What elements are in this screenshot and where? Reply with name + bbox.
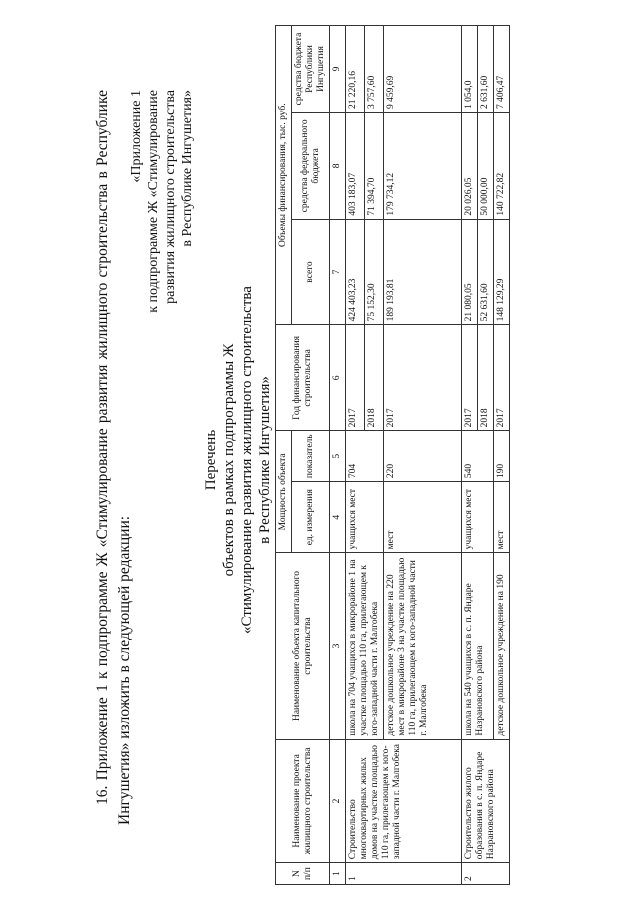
header-capacity: Мощность объекта — [276, 431, 292, 553]
object-value: 540 — [462, 431, 494, 482]
funding-total: 52 631,60 — [478, 219, 494, 325]
funding-total: 21 080,05 — [462, 219, 478, 325]
header-unit: ед. измерения — [292, 482, 330, 553]
title-line: в Республике Ингушетия» — [257, 376, 273, 544]
header-indicator: показатель — [292, 431, 330, 482]
object-unit: мест — [384, 482, 462, 553]
object-value: 220 — [384, 431, 462, 482]
appendix-line: в Республике Ингушетия» — [180, 90, 195, 247]
funding-republic: 7 406,47 — [494, 26, 510, 113]
header-year: Год финансирования строительства — [276, 325, 330, 431]
header-funding: Объемы финансирования, тыс. руб. — [276, 26, 292, 325]
funding-year: 2017 — [462, 325, 478, 431]
table-row — [346, 26, 365, 885]
funding-republic: 9 459,69 — [384, 26, 462, 113]
objects-table — [275, 25, 510, 885]
column-number-row — [330, 26, 346, 885]
object-name: школа на 704 учащихся в микрорайоне 1 на участке площадью 110 га, прилегающем к юго-западной части г. Малгобека — [346, 553, 384, 739]
funding-federal: 140 722,82 — [494, 113, 510, 220]
header-republic: средства бюджета Республики Ингушетия — [292, 26, 330, 113]
funding-federal: 20 026,05 — [462, 113, 478, 220]
funding-federal: 403 183,07 — [346, 113, 365, 220]
header-project: Наименование проекта жилищного строительства — [276, 739, 330, 863]
column-number: 6 — [330, 325, 346, 431]
column-number: 8 — [330, 113, 346, 220]
funding-year: 2017 — [494, 325, 510, 431]
object-name: школа на 540 учащихся в с. п. Яндаре Назрановского района — [462, 553, 494, 739]
funding-year: 2017 — [384, 325, 462, 431]
title-line: объектов в рамках подпрограммы Ж — [221, 343, 237, 577]
funding-total: 148 129,29 — [494, 219, 510, 325]
project-num: 2 — [462, 863, 510, 885]
object-value: 190 — [494, 431, 510, 482]
column-number: 1 — [330, 863, 346, 885]
project-name: Строительство жилого образования в с. п. Яндаре Назрановского района — [462, 739, 510, 863]
column-number: 3 — [330, 553, 346, 739]
project-num: 1 — [346, 863, 462, 885]
project-name: Строительство многоквартирных жилых домов на участке площадью 110 га, прилегающем к юго-западной части г. Малгобека — [346, 739, 462, 863]
header-row — [276, 26, 292, 885]
table-row — [462, 26, 478, 885]
header-num: N п/п — [276, 863, 330, 885]
column-number: 5 — [330, 431, 346, 482]
object-name: детское дошкольное учреждение на 220 мест в микрорайоне 3 на участке площадью 110 га, прилегающем к юго-западной части г. Малгобека — [384, 553, 462, 739]
funding-republic: 21 220,16 — [346, 26, 365, 113]
object-name: детское дошкольное учреждение на 190 — [494, 553, 510, 739]
funding-total: 189 193,81 — [384, 219, 462, 325]
funding-federal: 50 000,00 — [478, 113, 494, 220]
header-total: всего — [292, 219, 330, 325]
appendix-line: к подпрограмме Ж «Стимулирование — [146, 90, 161, 313]
object-unit: мест — [494, 482, 510, 553]
object-value: 704 — [346, 431, 384, 482]
title-line: Перечень — [203, 429, 219, 491]
column-number: 2 — [330, 739, 346, 863]
funding-year: 2017 — [346, 325, 365, 431]
funding-year: 2018 — [478, 325, 494, 431]
funding-federal: 71 394,70 — [365, 113, 384, 220]
funding-republic: 2 631,60 — [478, 26, 494, 113]
header-federal: средства федерального бюджета — [292, 113, 330, 220]
appendix-heading — [128, 90, 196, 313]
title-line: «Стимулирование развития жилищного строительства — [239, 286, 255, 634]
object-unit: учащихся мест — [462, 482, 494, 553]
document-title — [202, 245, 274, 675]
column-number: 4 — [330, 482, 346, 553]
appendix-line: «Приложение 1 — [129, 90, 144, 183]
header-object: Наименование объекта капитального строительства — [276, 553, 330, 739]
column-number: 7 — [330, 219, 346, 325]
funding-total: 424 403,23 — [346, 219, 365, 325]
intro-paragraph: 16. Приложение 1 к подпрограмме Ж «Стимулирование развития жилищного строительства в Республике Ингушетия» изложить в следующей редакции: — [94, 90, 133, 825]
funding-federal: 179 734,12 — [384, 113, 462, 220]
funding-year: 2018 — [365, 325, 384, 431]
funding-republic: 3 757,60 — [365, 26, 384, 113]
funding-total: 75 152,30 — [365, 219, 384, 325]
column-number: 9 — [330, 26, 346, 113]
funding-republic: 1 054,0 — [462, 26, 478, 113]
appendix-line: развития жилищного строительства — [163, 90, 178, 304]
object-unit: учащихся мест — [346, 482, 384, 553]
